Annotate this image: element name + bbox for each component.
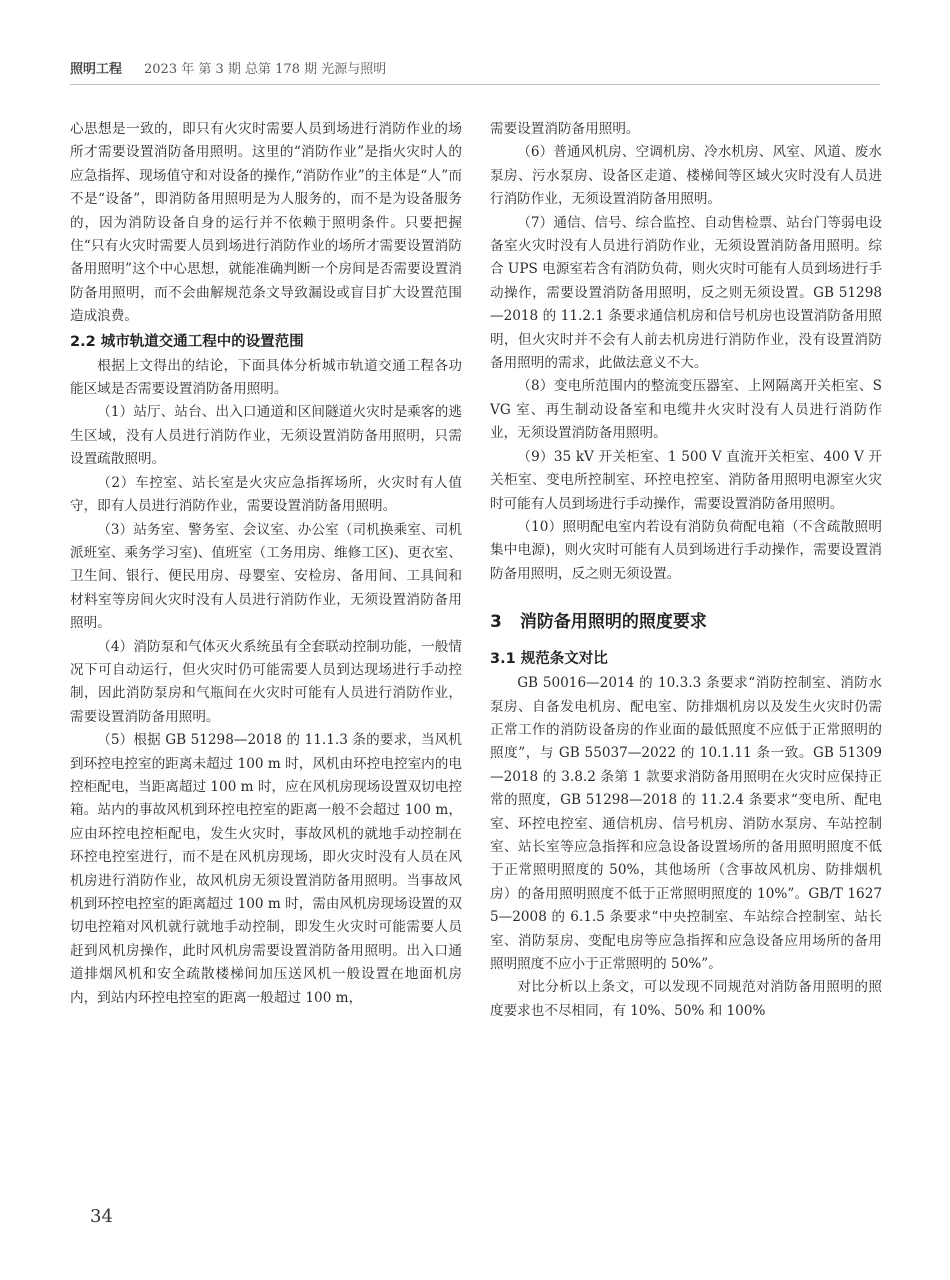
journal-name: 照明工程	[70, 62, 123, 77]
section-heading-3	[490, 610, 882, 634]
list-item: （3）站务室、警务室、会议室、办公室（司机换乘室、司机派班室、乘务学习室)、值班室（工务用房、维修工区)、更衣室、卫生间、银行、便民用房、母婴室、安检房、备用间、工具间和材料室等房间火灾时没有人员进行消防作业，无须设置消防备用照明。	[70, 521, 462, 632]
paragraph: GB 50016—2014 的 10.3.3 条要求“消防控制室、消防水泵房、自备发电机房、配电室、防排烟机房以及发生火灾时仍需正常工作的消防设备房的作业面的最低照度不应低于正常照明的照度”，与 GB 55037—2022 的 10.1.11 条一致。GB 51309—2018 的 3.8.2 条第 1 款要求消防备用照明在火灾时应保持正常的照度，GB 51298—2018 的 11.2.4 条要求“变电所、配电室、环控电控室、通信机房、信号机房、消防水泵房、车站控制室、站长室等应急指挥和应急设备设置场所的备用照明照度不低于正常照明照度的 50%，其他场所（含事故风机房、防排烟机房）的备用照明照度不低于正常照明照度的 10%”。GB/T 16275—2008 的 6.1.5 条要求“中央控制室、车站综合控制室、站长室、消防泵房、变配电房等应急指挥和应急设备应用场所的备用照明照度不应小于正常照明的 50%”。	[490, 675, 882, 972]
page-number: 34	[90, 1206, 113, 1227]
paragraph: 对比分析以上条文，可以发现不同规范对消防备用照明的照度要求也不尽相同，有 10%、50% 和 100%	[490, 979, 882, 1019]
section-number: 3	[490, 612, 502, 633]
section-title: 消防备用照明的照度要求	[519, 612, 707, 633]
list-item: （7）通信、信号、综合监控、自动售检票、站台门等弱电设备室火灾时没有人员进行消防作业，无须设置消防备用照明。综合 UPS 电源室若含有消防负荷，则火灾时可能有人员到场进行手动操作，需要设置消防备用照明，反之则无须设置。GB 51298—2018 的 11.2.1 条要求通信机房和信号机房也设置消防备用照明，但火灾时并不会有人前去机房进行消防作业，没有设置消防备用照明的需求，此做法意义不大。	[490, 214, 882, 372]
issue-info: 2023 年 第 3 期 总第 178 期 光源与照明	[144, 62, 387, 77]
list-item: （1）站厅、站台、出入口通道和区间隧道火灾时是乘客的逃生区域，没有人员进行消防作业，无须设置消防备用照明，只需设置疏散照明。	[70, 404, 462, 468]
left-column	[70, 118, 462, 1010]
list-item: （5）根据 GB 51298—2018 的 11.1.3 条的要求，当风机到环控电控室的距离未超过 100 m 时，风机由环控电控室内的电控柜配电，当距离超过 100 m 时，应在风机房现场设置双切电控箱。站内的事故风机到环控电控室的距离一般不会超过 100 m，应由环控电控柜配电，发生火灾时，事故风机的就地手动控制在环控电控室进行，而不是在风机房现场，即火灾时没有人员在风机房进行消防作业，故风机房无须设置消防备用照明。当事故风机到环控电控室的距离超过 100 m 时，需由风机房现场设置的双切电控箱对风机就行就地手动控制，即发生火灾时可能需要人员赶到风机房操作，此时风机房需要设置消防备用照明。出入口通道排烟风机和安全疏散楼梯间加压送风机一般设置在地面机房内，到站内环控电控室的距离一般超过 100 m，	[70, 732, 462, 1006]
paragraph: 根据上文得出的结论，下面具体分析城市轨道交通工程各功能区域是否需要设置消防备用照明。	[70, 357, 462, 398]
paragraph: 需要设置消防备用照明。	[490, 121, 640, 137]
list-item: （6）普通风机房、空调机房、冷水机房、风室、风道、废水泵房、污水泵房、设备区走道、楼梯间等区域火灾时没有人员进行消防作业，无须设置消防备用照明。	[490, 144, 882, 208]
section-heading-2-2: 2.2 城市轨道交通工程中的设置范围	[70, 333, 304, 350]
paragraph: 心思想是一致的，即只有火灾时需要人员到场进行消防作业的场所才需要设置消防备用照明。这里的“消防作业”是指火灾时人的应急指挥、现场值守和对设备的操作,“消防作业”的主体是“人”而不是“设备”，即消防备用照明是为人服务的，而不是为设备服务的，因为消防设备自身的运行并不依赖于照明条件。只要把握住“只有火灾时需要人员到场进行消防作业的场所才需要设置消防备用照明”这个中心思想，就能准确判断一个房间是否需要设置消防备用照明，而不会曲解规范条文导致漏设或盲目扩大设置范围造成浪费。	[70, 121, 462, 325]
list-item: （10）照明配电室内若设有消防负荷配电箱（不含疏散照明集中电源)，则火灾时可能有人员到场进行手动操作，需要设置消防备用照明，反之则无须设置。	[490, 518, 882, 582]
running-header	[70, 58, 880, 85]
section-heading-3-1: 3.1 规范条文对比	[490, 651, 608, 668]
list-item: （4）消防泵和气体灭火系统虽有全套联动控制功能，一般情况下可自动运行，但火灾时仍可能需要人员到达现场进行手动控制，因此消防泵房和气瓶间在火灾时可能有人员进行消防作业，需要设置消防备用照明。	[70, 638, 462, 725]
list-item: （8）变电所范围内的整流变压器室、上网隔离开关柜室、SVG 室、再生制动设备室和电缆井火灾时没有人员进行消防作业，无须设置消防备用照明。	[490, 378, 882, 442]
list-item: （2）车控室、站长室是火灾应急指挥场所，火灾时有人值守，即有人员进行消防作业，需要设置消防备用照明。	[70, 474, 462, 515]
right-column	[490, 118, 882, 1023]
list-item: （9）35 kV 开关柜室、1 500 V 直流开关柜室、400 V 开关柜室、变电所控制室、环控电控室、消防备用照明电源室火灾时可能有人员到场进行手动操作，需要设置消防备用照明。	[490, 448, 882, 512]
